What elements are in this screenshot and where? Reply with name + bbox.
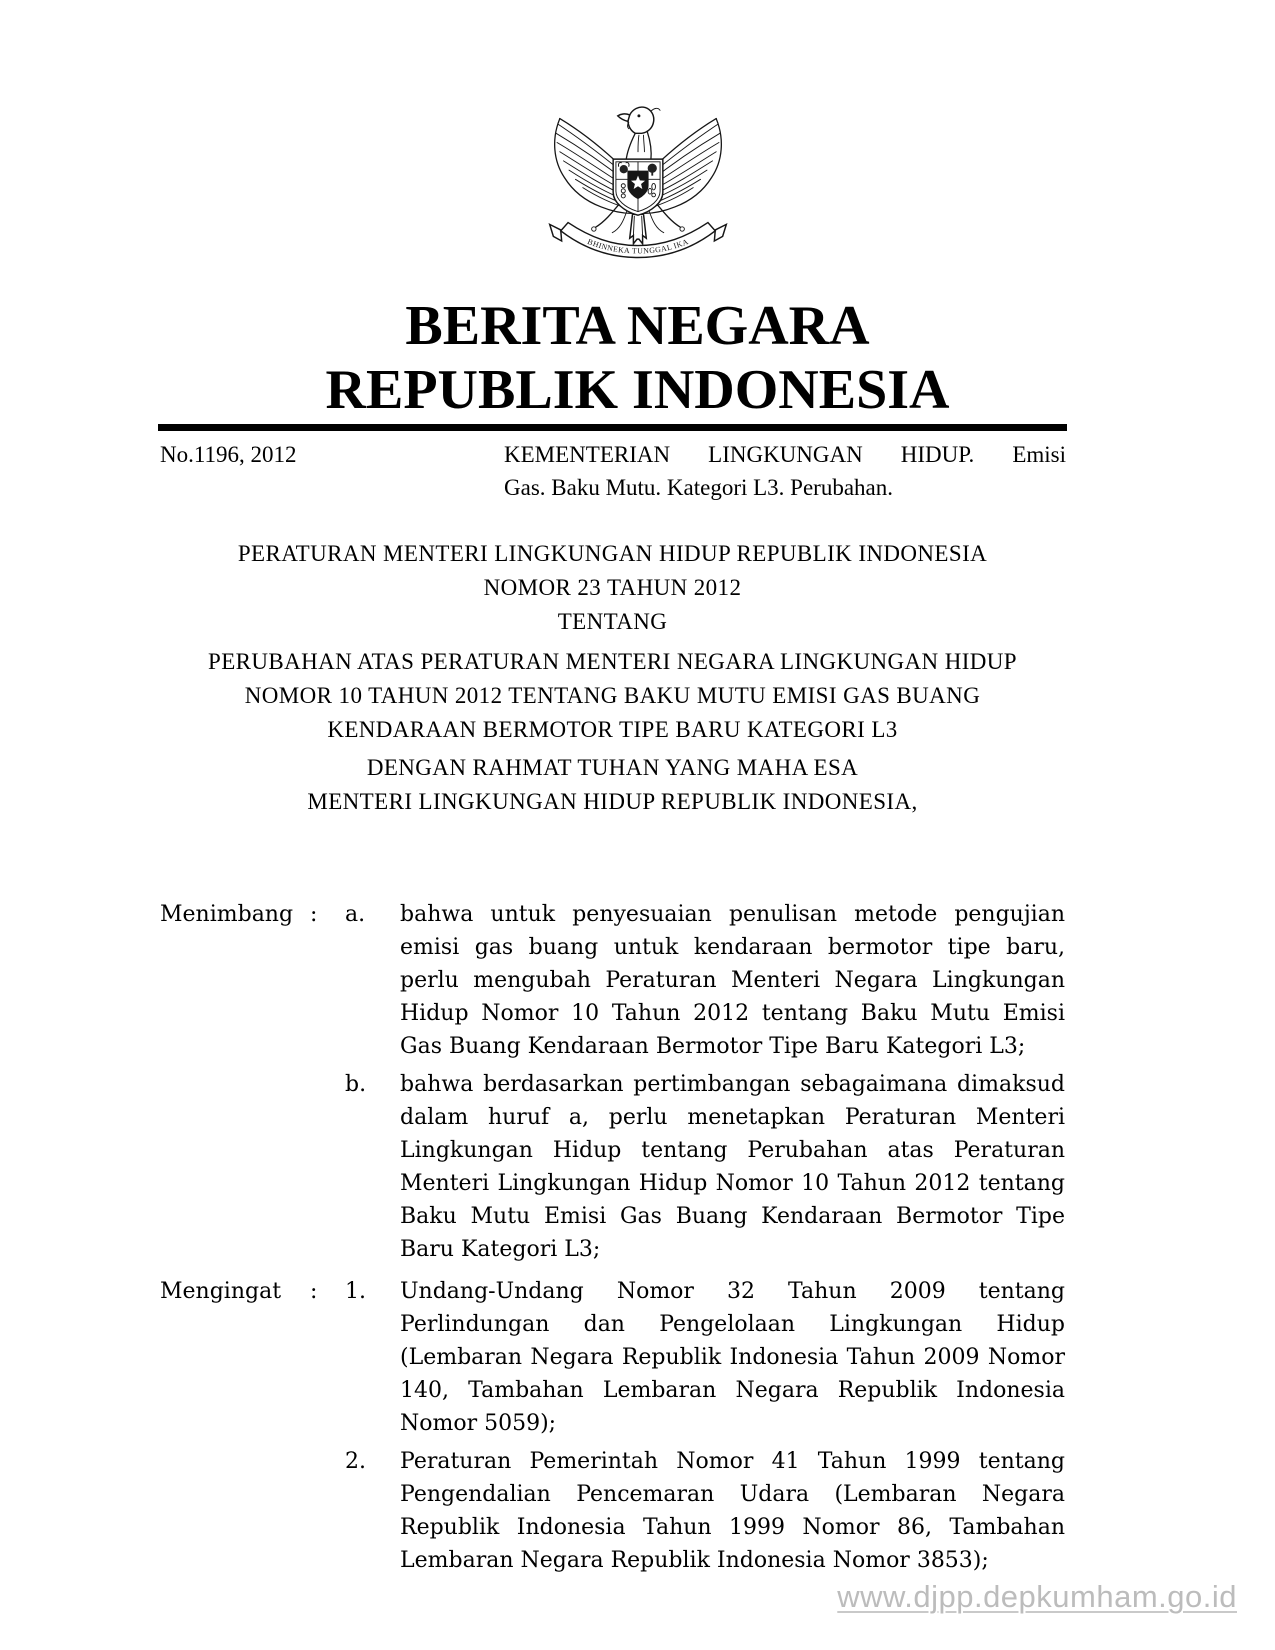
masthead-line-1: BERITA NEGARA <box>405 295 870 357</box>
garuda-pancasila-icon <box>546 83 730 283</box>
clause-colon: : <box>310 1279 318 1304</box>
gazette-subject-line-2: Gas. Baku Mutu. Kategori L3. Perubahan. <box>504 475 894 500</box>
regulation-subject-line-1: PERUBAHAN ATAS PERATURAN MENTERI NEGARA LINGKUNGAN HIDUP <box>208 649 1017 674</box>
clause-mengingat <box>160 1275 1065 1577</box>
invocation-line: DENGAN RAHMAT TUHAN YANG MAHA ESA <box>366 755 859 780</box>
legal-basis-item <box>345 1445 1065 1577</box>
clause-label: Menimbang <box>160 902 294 927</box>
regulation-title-block <box>160 537 1065 819</box>
beringin-symbol <box>647 164 656 173</box>
item-text: bahwa berdasarkan pertimbangan sebagaimana dimaksud dalam huruf a, perlu menetapkan Peraturan Menteri Lingkungan Hidup tentang Perubahan atas Peraturan Menteri Lingkungan Hidup Nomor 10 Tahun 2012 tentang Baku Mutu Emisi Gas Buang Kendaraan Bermotor Tipe Baru Kategori L3; <box>400 1072 1065 1262</box>
item-marker: 2. <box>345 1449 366 1474</box>
consideration-item <box>345 1068 1065 1266</box>
clause-items <box>345 1275 1065 1577</box>
clause-colon: : <box>310 902 318 927</box>
banteng-symbol <box>619 165 627 173</box>
clause-menimbang <box>160 898 1065 1266</box>
eagle-head <box>617 107 659 161</box>
watermark-link[interactable]: www.djpp.depkumham.go.id <box>837 1579 1237 1614</box>
item-text: Undang-Undang Nomor 32 Tahun 2009 tentang Perlindungan dan Pengelolaan Lingkungan Hidup (Lembaran Negara Republik Indonesia Tahun 2009 Nomor 140, Tambahan Lembaran Negara Republik Indonesia Nomor 5059); <box>400 1279 1065 1436</box>
masthead <box>0 294 1275 422</box>
preamble <box>160 898 1065 1577</box>
regulation-tentang: TENTANG <box>557 609 668 634</box>
gazette-subject <box>504 438 1066 504</box>
item-text: Peraturan Pemerintah Nomor 41 Tahun 1999 tentang Pengendalian Pencemaran Udara (Lembaran Negara Republik Indonesia Tahun 1999 Nomor 86, Tambahan Lembaran Negara Republik Indonesia Nomor 3853); <box>400 1449 1065 1573</box>
item-marker: a. <box>345 902 366 927</box>
ribbon-motto-text: BHINNEKA TUNGGAL IKA <box>585 236 690 256</box>
pancasila-shield <box>613 159 663 215</box>
legal-basis-item <box>345 1275 1065 1440</box>
item-marker: 1. <box>345 1279 366 1304</box>
masthead-line-2: REPUBLIK INDONESIA <box>325 359 950 421</box>
gazette-subject-line-1: KEMENTERIAN LINGKUNGAN HIDUP. Emisi <box>504 442 1066 467</box>
item-marker: b. <box>345 1072 367 1097</box>
authority-line: MENTERI LINGKUNGAN HIDUP REPUBLIK INDONESIA, <box>307 789 918 814</box>
regulation-subject-line-2: NOMOR 10 TAHUN 2012 TENTANG BAKU MUTU EMISI GAS BUANG <box>244 683 981 708</box>
regulation-issuer: PERATURAN MENTERI LINGKUNGAN HIDUP REPUBLIK INDONESIA <box>237 541 988 566</box>
consideration-item <box>345 898 1065 1063</box>
garuda-pancasila-emblem <box>546 83 730 283</box>
regulation-subject <box>160 645 1065 747</box>
regulation-number: NOMOR 23 TAHUN 2012 <box>483 575 742 600</box>
clause-items <box>345 898 1065 1266</box>
masthead-divider-rule <box>158 424 1067 431</box>
clause-label: Mengingat <box>160 1279 282 1304</box>
regulation-subject-line-3: KENDARAAN BERMOTOR TIPE BARU KATEGORI L3 <box>327 717 898 742</box>
gazette-number: No.1196, 2012 <box>160 442 297 467</box>
item-text: bahwa untuk penyesuaian penulisan metode pengujian emisi gas buang untuk kendaraan bermotor tipe baru, perlu mengubah Peraturan Menteri Negara Lingkungan Hidup Nomor 10 Tahun 2012 tentang Baku Mutu Emisi Gas Buang Kendaraan Bermotor Tipe Baru Kategori L3; <box>400 902 1065 1059</box>
